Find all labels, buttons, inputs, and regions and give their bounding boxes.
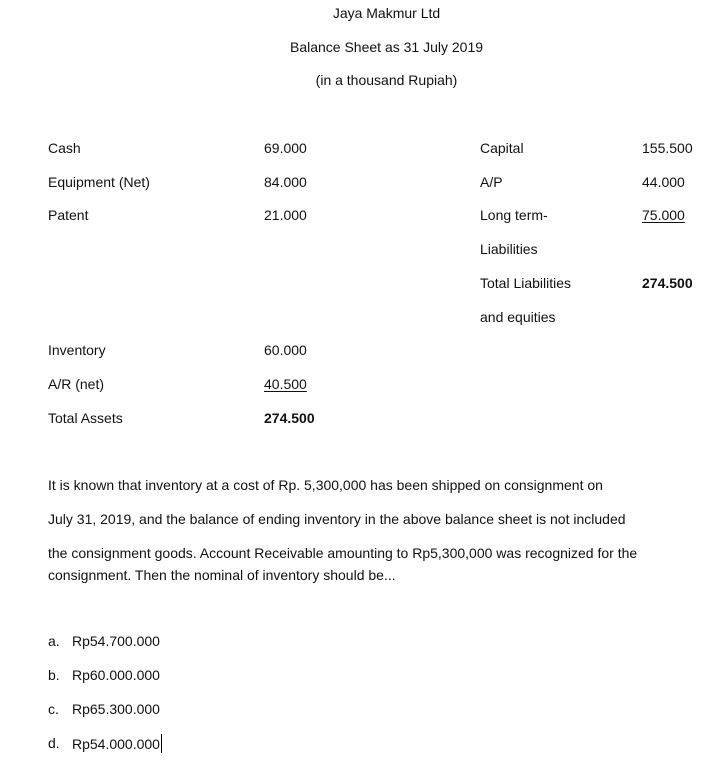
option-letter-a: a.: [48, 633, 60, 649]
statement-unit: (in a thousand Rupiah): [315, 72, 458, 88]
asset-label-cash: Cash: [48, 140, 81, 156]
liability-label-total-line2: and equities: [480, 309, 556, 325]
option-letter-c: c.: [48, 701, 59, 717]
option-text-a: Rp54.700.000: [72, 633, 160, 649]
liability-label-ap: A/P: [480, 174, 503, 190]
option-letter-b: b.: [48, 667, 60, 683]
liability-value-total: 274.500: [642, 275, 693, 291]
liability-value-capital: 155.500: [642, 140, 693, 156]
text-cursor: [161, 734, 162, 753]
asset-value-total: 274.500: [264, 410, 315, 426]
asset-value-equipment: 84.000: [264, 174, 307, 190]
liability-label-total: Total Liabilities: [480, 275, 572, 291]
option-text-d: Rp54.000.000: [72, 736, 160, 752]
asset-label-equipment: Equipment (Net): [48, 174, 150, 190]
asset-label-total: Total Assets: [48, 410, 123, 426]
option-text-c: Rp65.300.000: [72, 701, 160, 717]
option-text-b: Rp60.000.000: [72, 667, 160, 683]
question-line-2: July 31, 2019, and the balance of ending inventory in the above balance sheet is not included: [48, 511, 626, 527]
asset-value-inventory: 60.000: [264, 342, 307, 358]
question-line-3: the consignment goods. Account Receivable amounting to Rp5,300,000 was recognized for the: [48, 545, 638, 561]
asset-value-patent: 21.000: [264, 207, 307, 223]
company-name: Jaya Makmur Ltd: [332, 5, 441, 21]
statement-title: Balance Sheet as 31 July 2019: [289, 39, 484, 55]
asset-label-inventory: Inventory: [48, 342, 106, 358]
question-line-4: consignment. Then the nominal of inventory should be...: [48, 567, 396, 583]
question-line-1: It is known that inventory at a cost of Rp. 5,300,000 has been shipped on consignment on: [48, 477, 603, 493]
option-line-d[interactable]: [72, 734, 162, 753]
asset-label-patent: Patent: [48, 207, 89, 223]
asset-value-cash: 69.000: [264, 140, 307, 156]
liability-label-longterm: Long term-: [480, 207, 548, 223]
option-letter-d: d.: [48, 735, 60, 751]
liability-label-capital: Capital: [480, 140, 524, 156]
asset-value-ar: 40.500: [264, 376, 307, 392]
liability-label-longterm-line2: Liabilities: [480, 241, 538, 257]
liability-value-ap: 44.000: [642, 174, 685, 190]
liability-value-longterm: 75.000: [642, 207, 685, 223]
asset-label-ar: A/R (net): [48, 376, 105, 392]
